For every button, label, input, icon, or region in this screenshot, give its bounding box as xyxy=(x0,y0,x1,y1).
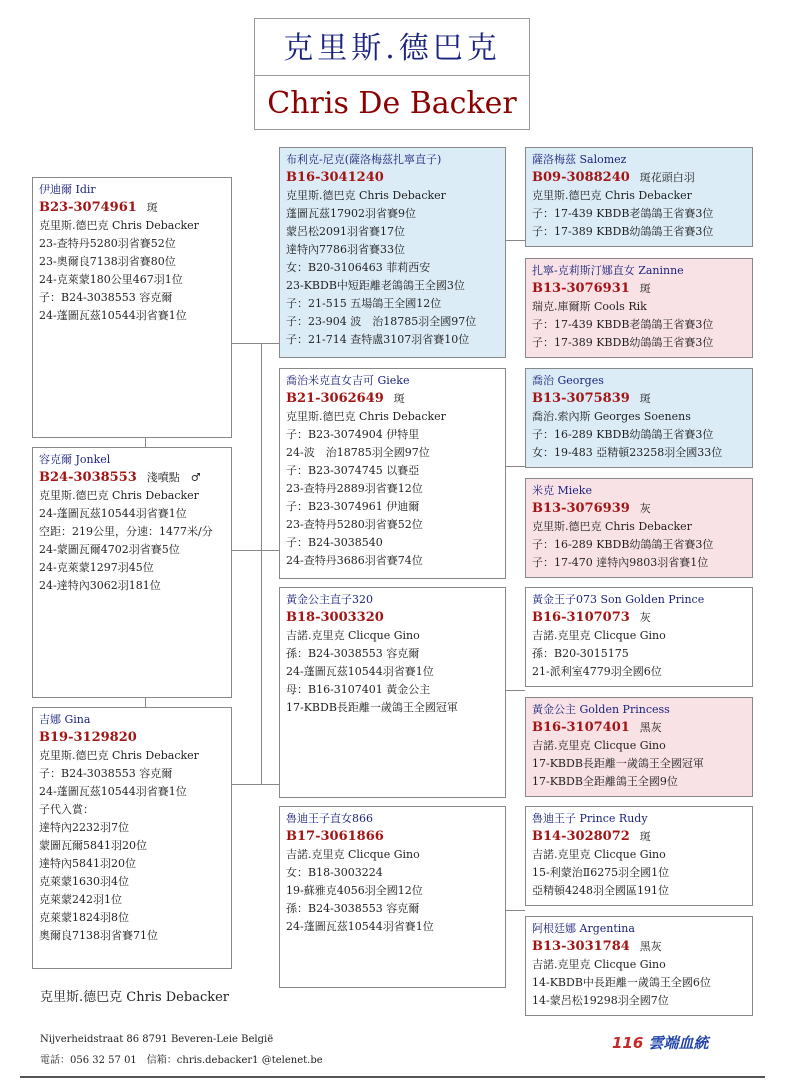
info-line: 14-蒙呂松19298羽全國7位 xyxy=(532,994,669,1007)
ring-number: B13-3075839 xyxy=(532,391,630,406)
connector-line xyxy=(505,910,525,911)
info-line: 達特內5841羽20位 xyxy=(39,857,136,870)
info-line: 母：B16-3107401 黃金公主 xyxy=(286,683,431,696)
info-line: 克萊蒙1824羽8位 xyxy=(39,911,129,924)
info-line: 女：19-483 亞精頓23258羽全國33位 xyxy=(532,446,723,459)
logo-text: 雲端血統 xyxy=(648,1034,709,1052)
info-line: 15-利蒙治Ⅱ6275羽全國1位 xyxy=(532,866,670,879)
ring-number-row xyxy=(39,729,225,747)
ring-number-row xyxy=(532,280,746,298)
info-line: 子：17-389 KBDB幼鴿鴿王省賽3位 xyxy=(532,225,714,238)
connector-line xyxy=(505,466,525,467)
info-line: 14-KBDB中長距離一歲鴿王全國6位 xyxy=(532,976,711,989)
title-box xyxy=(254,18,530,130)
info-line: 吉諾.克里克 Clicque Gino xyxy=(532,629,666,642)
ring-number-row xyxy=(532,609,746,627)
pedigree-card-sss xyxy=(525,147,753,247)
connector-line xyxy=(145,437,146,447)
info-line: 瑞克.庫爾斯 Cools Rik xyxy=(532,300,647,313)
pigeon-name: 容克爾 Jonkel xyxy=(39,453,111,466)
info-line: 24-查特丹3686羽省賽74位 xyxy=(286,554,423,567)
ring-number-row xyxy=(532,500,746,518)
ring-number-row xyxy=(286,390,499,408)
info-line: 奧爾良7138羽省賽71位 xyxy=(39,929,158,942)
info-line: 克萊蒙1630羽4位 xyxy=(39,875,129,888)
info-line: 孫：B24-3038553 容克爾 xyxy=(286,902,420,915)
pedigree-card-dds xyxy=(525,806,753,906)
info-line: 吉諾.克里克 Clicque Gino xyxy=(532,958,666,971)
info-line: 蓬圖瓦茲17902羽省賽9位 xyxy=(286,207,416,220)
feather-color: 斑 xyxy=(639,392,651,405)
connector-line xyxy=(231,550,279,551)
feather-color: 灰 xyxy=(639,611,651,624)
pedigree-card-dam xyxy=(32,707,232,969)
info-line: 17-KBDB長距離一歲鴿王全國冠軍 xyxy=(286,701,458,714)
info-line: 吉諾.克里克 Clicque Gino xyxy=(286,629,420,642)
feather-color: 斑 xyxy=(146,201,158,214)
info-line: 子：B24-3038540 xyxy=(286,536,383,549)
info-line: 24-波 治18785羽全國97位 xyxy=(286,446,430,459)
info-line: 子：17-389 KBDB幼鴿鴿王省賽3位 xyxy=(532,336,714,349)
pedigree-card-ssd xyxy=(525,258,753,358)
ring-number: B17-3061866 xyxy=(286,829,384,844)
info-line: 吉諾.克里克 Clicque Gino xyxy=(532,739,666,752)
info-line: 17-KBDB全距離鴿王全國9位 xyxy=(532,775,678,788)
info-line: 克里斯.德巴克 Chris Debacker xyxy=(532,189,692,202)
ring-number-row xyxy=(286,169,499,187)
info-line: 24-蓬圖瓦茲10544羽省賽1位 xyxy=(39,309,187,322)
info-line: 23-KBDB中短距離老鴿鴿王全國3位 xyxy=(286,279,465,292)
ring-number-row xyxy=(532,719,746,737)
info-line: 子代入賞： xyxy=(39,803,94,816)
info-line: 女：B18-3003224 xyxy=(286,866,383,879)
feather-color: 淺噴點 ♂ xyxy=(146,471,201,484)
pigeon-name: 薩洛梅茲 Salomez xyxy=(532,153,627,166)
ring-number-row xyxy=(39,469,225,487)
info-line: 子：B23-3074904 伊特里 xyxy=(286,428,420,441)
info-line: 克里斯.德巴克 Chris Debacker xyxy=(532,520,692,533)
ring-number: B09-3088240 xyxy=(532,170,630,185)
info-line: 19-蘇雅克4056羽全國12位 xyxy=(286,884,423,897)
ring-number-row xyxy=(39,199,225,217)
ring-number: B16-3041240 xyxy=(286,170,384,185)
ring-number-row xyxy=(532,390,746,408)
ring-number: B13-3076939 xyxy=(532,501,630,516)
info-line: 子：16-289 KBDB幼鴿鴿王省賽3位 xyxy=(532,428,714,441)
pedigree-card-sire-dam xyxy=(279,368,506,579)
info-line: 吉諾.克里克 Clicque Gino xyxy=(532,848,666,861)
ring-number-row xyxy=(532,938,746,956)
info-line: 蒙呂松2091羽省賽17位 xyxy=(286,225,405,238)
info-line: 子：21-515 五場鴿王全國12位 xyxy=(286,297,442,310)
feather-color: 斑 xyxy=(639,282,651,295)
info-line: 達特內7786羽省賽33位 xyxy=(286,243,405,256)
pedigree-card-dam-dam xyxy=(279,806,506,988)
pedigree-card-subject xyxy=(32,177,232,438)
pedigree-card-sire-sire xyxy=(279,147,506,358)
ring-number: B13-3031784 xyxy=(532,939,630,954)
pedigree-card-dam-sire xyxy=(279,587,506,798)
pigeon-name: 米克 Mieke xyxy=(532,484,592,497)
pedigree-card-dss xyxy=(525,587,753,687)
pigeon-name: 黃金公主直子320 xyxy=(286,593,373,606)
ring-number: B14-3028072 xyxy=(532,829,630,844)
info-line: 吉諾.克里克 Clicque Gino xyxy=(286,848,420,861)
pigeon-name: 阿根廷娜 Argentina xyxy=(532,922,635,935)
info-line: 克里斯.德巴克 Chris Debacker xyxy=(286,189,446,202)
info-line: 24-克萊蒙180公里467羽1位 xyxy=(39,273,183,286)
info-line: 蒙圖瓦爾5841羽20位 xyxy=(39,839,147,852)
pigeon-name: 魯迪王子 Prince Rudy xyxy=(532,812,648,825)
ring-number-row xyxy=(286,609,499,627)
connector-line xyxy=(505,690,525,691)
info-line: 23-奧爾良7138羽省賽80位 xyxy=(39,255,176,268)
feather-color: 黑灰 xyxy=(639,940,662,953)
feather-color: 斑 xyxy=(393,392,405,405)
info-line: 子：21-714 查特盧3107羽省賽10位 xyxy=(286,333,470,346)
pedigree-card-sire xyxy=(32,447,232,698)
info-line: 達特內2232羽7位 xyxy=(39,821,129,834)
pigeon-name: 伊迪爾 Idir xyxy=(39,183,96,196)
info-line: 24-蓬圖瓦茲10544羽省賽1位 xyxy=(39,507,187,520)
info-line: 24-蒙圖瓦爾4702羽省賽5位 xyxy=(39,543,180,556)
divider xyxy=(20,1076,765,1078)
info-line: 孫：B20-3015175 xyxy=(532,647,629,660)
ring-number-row xyxy=(286,828,499,846)
owner-name: 克里斯.德巴克 Chris Debacker xyxy=(40,990,230,1005)
info-line: 子：B24-3038553 容克爾 xyxy=(39,291,173,304)
ring-number-row xyxy=(532,828,746,846)
info-line: 子：B23-3074961 伊迪爾 xyxy=(286,500,420,513)
ring-number: B16-3107073 xyxy=(532,610,630,625)
info-line: 21-派利室4779羽全國6位 xyxy=(532,665,662,678)
ring-number: B21-3062649 xyxy=(286,391,384,406)
pedigree-card-sds xyxy=(525,368,753,468)
connector-line xyxy=(261,343,262,784)
pigeon-name: 喬治米克直女吉可 Gieke xyxy=(286,374,410,387)
ring-number: B24-3038553 xyxy=(39,470,137,485)
info-line: 17-KBDB長距離一歲鴿王全國冠軍 xyxy=(532,757,704,770)
info-line: 亞精頓4248羽全國區191位 xyxy=(532,884,669,897)
info-line: 女：B20-3106463 菲莉西安 xyxy=(286,261,431,274)
info-line: 空距：219公里，分速：1477米/分 xyxy=(39,525,213,538)
footer-contact: 電話：056 32 57 01 信箱：chris.debacker1 @telenet.be xyxy=(40,1055,323,1066)
ring-number: B18-3003320 xyxy=(286,610,384,625)
info-line: 子：B23-3074745 以賽亞 xyxy=(286,464,420,477)
pedigree-card-dsd xyxy=(525,697,753,797)
pedigree-card-ddd xyxy=(525,916,753,1016)
feather-color: 斑花頭白羽 xyxy=(639,171,695,184)
info-line: 子：17-470 達特內9803羽省賽1位 xyxy=(532,556,709,569)
info-line: 克里斯.德巴克 Chris Debacker xyxy=(39,749,199,762)
info-line: 克里斯.德巴克 Chris Debacker xyxy=(286,410,446,423)
connector-line xyxy=(145,697,146,707)
feather-color: 斑 xyxy=(639,830,651,843)
logo-number: 116 xyxy=(612,1034,644,1052)
info-line: 子：16-289 KBDB幼鴿鴿王省賽3位 xyxy=(532,538,714,551)
pigeon-name: 黃金王子073 Son Golden Prince xyxy=(532,593,705,606)
connector-line xyxy=(505,240,525,241)
info-line: 子：B24-3038553 容克爾 xyxy=(39,767,173,780)
connector-line xyxy=(231,784,279,785)
info-line: 24-達特內3062羽181位 xyxy=(39,579,161,592)
info-line: 24-蓬圖瓦茲10544羽省賽1位 xyxy=(286,665,434,678)
pigeon-name: 吉娜 Gina xyxy=(39,713,91,726)
connector-line xyxy=(231,343,279,344)
ring-number: B16-3107401 xyxy=(532,720,630,735)
page-title-english: Chris De Backer xyxy=(267,86,517,121)
info-line: 24-蓬圖瓦茲10544羽省賽1位 xyxy=(286,920,434,933)
info-line: 子：23-904 波 治18785羽全國97位 xyxy=(286,315,477,328)
ring-number: B19-3129820 xyxy=(39,730,137,745)
info-line: 喬治.索內斯 Georges Soenens xyxy=(532,410,691,423)
feather-color: 黑灰 xyxy=(639,721,662,734)
ring-number: B13-3076931 xyxy=(532,281,630,296)
pigeon-name: 黃金公主 Golden Princess xyxy=(532,703,670,716)
page-title-chinese: 克里斯.德巴克 xyxy=(255,19,529,76)
info-line: 23-查特丹5280羽省賽52位 xyxy=(39,237,176,250)
info-line: 克里斯.德巴克 Chris Debacker xyxy=(39,489,199,502)
info-line: 23-查特丹5280羽省賽52位 xyxy=(286,518,423,531)
info-line: 克里斯.德巴克 Chris Debacker xyxy=(39,219,199,232)
info-line: 孫：B24-3038553 容克爾 xyxy=(286,647,420,660)
info-line: 子：17-439 KBDB老鴿鴿王省賽3位 xyxy=(532,318,714,331)
pigeon-name: 喬治 Georges xyxy=(532,374,604,387)
info-line: 克萊蒙242羽1位 xyxy=(39,893,122,906)
pigeon-name: 魯迪王子直女866 xyxy=(286,812,373,825)
ring-number-row xyxy=(532,169,746,187)
pigeon-name: 扎寧-克莉斯汀娜直女 Zaninne xyxy=(532,264,684,277)
info-line: 23-查特丹2889羽省賽12位 xyxy=(286,482,423,495)
pigeon-name: 布利克-尼克(薩洛梅茲扎寧直子) xyxy=(286,153,442,166)
info-line: 24-克萊蒙1297羽45位 xyxy=(39,561,154,574)
info-line: 子：17-439 KBDB老鴿鴿王省賽3位 xyxy=(532,207,714,220)
ring-number: B23-3074961 xyxy=(39,200,137,215)
footer-address: Nijverheidstraat 86 8791 Beveren-Leie België xyxy=(40,1034,274,1045)
info-line: 24-蓬圖瓦茲10544羽省賽1位 xyxy=(39,785,187,798)
feather-color: 灰 xyxy=(639,502,651,515)
site-logo[interactable] xyxy=(612,1032,709,1053)
pedigree-card-sdd xyxy=(525,478,753,578)
